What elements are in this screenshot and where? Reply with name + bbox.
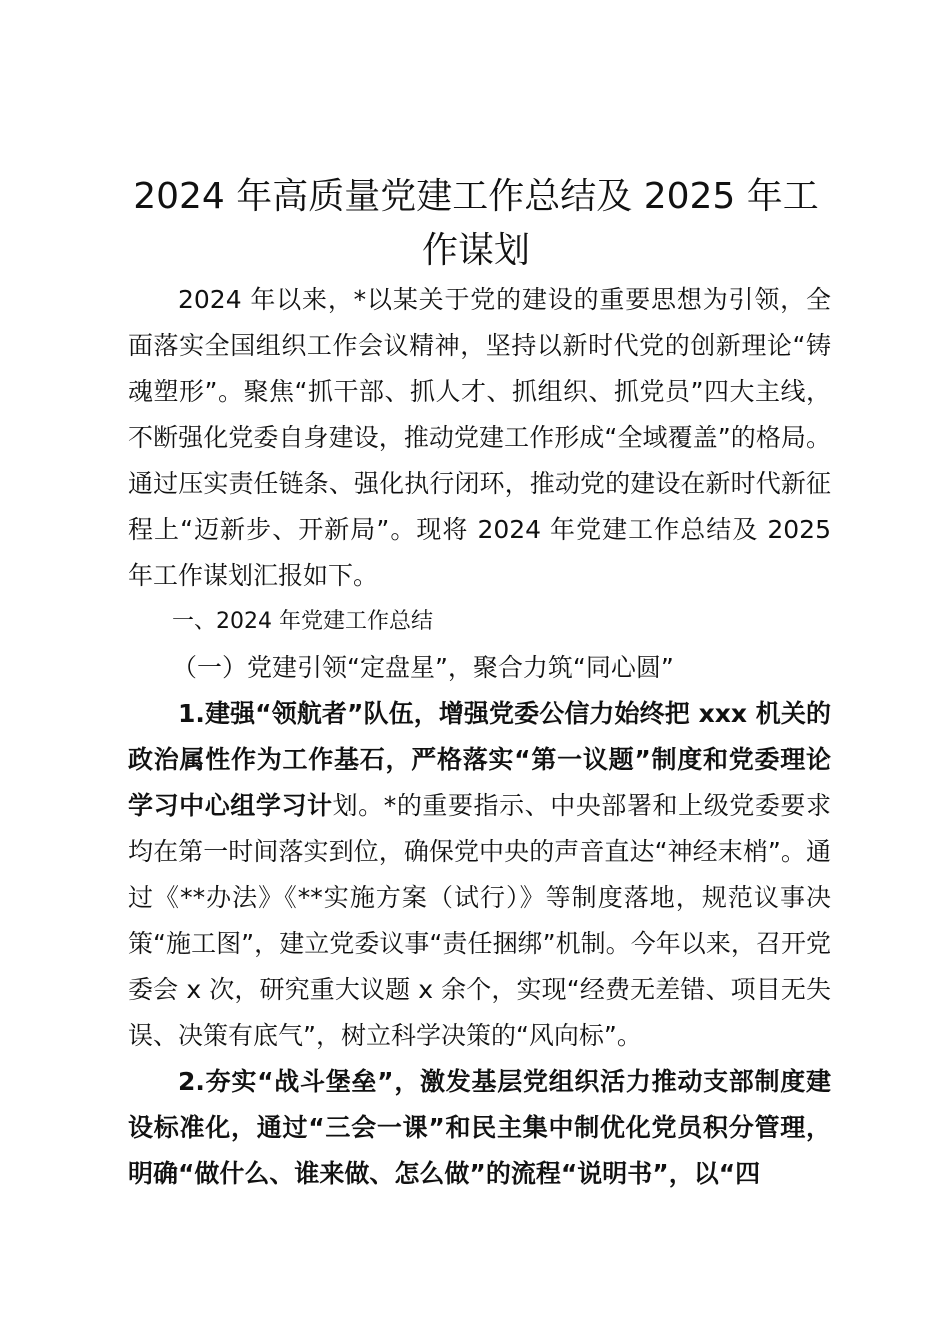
section-heading: 一、2024 年党建工作总结: [172, 609, 433, 634]
item-2-bold-lead: 2.夯实“战斗堡垒”，激发基层党组织活力推动支部制度建设标准化，通过“三会一课”和民主集中制优化党员积分管理，明确“做什么、谁来做、怎么做”的流程“说明书”，以“四: [128, 1067, 831, 1188]
item-1-text: 划。*的重要指示、中央部署和上级党委要求均在第一时间落实到位，确保党中央的声音直达“神经末梢”。通过《**办法》《**实施方案（试行）》等制度落地，规范议事决策“施工图”，建立党委议事“责任捆绑”机制。今年以来，召开党委会 x 次，研究重大议题 x 余个，实现“经费无差错、项目无失误、决策有底气”，树立科学决策的“风向标”。: [128, 791, 831, 1050]
document-title: 2024 年高质量党建工作总结及 2025 年工作谋划: [133, 176, 819, 271]
item-2-paragraph: [128, 1059, 831, 1197]
intro-paragraph: 2024 年以来，*以某关于党的建设的重要思想为引领，全面落实全国组织工作会议精神，坚持以新时代党的创新理论“铸魂塑形”。聚焦“抓干部、抓人才、抓组织、抓党员”四大主线，不断强化党委自身建设，推动党建工作形成“全域覆盖”的格局。通过压实责任链条、强化执行闭环，推动党的建设在新时代新征程上“迈新步、开新局”。现将 2024 年党建工作总结及 2025 年工作谋划汇报如下。: [128, 285, 831, 590]
document-body: [128, 277, 831, 1197]
subsection-heading: （一）党建引领“定盘星”，聚合力筑“同心圆”: [172, 653, 674, 682]
item-1-paragraph: [128, 691, 831, 1059]
item-1-bold-lead: 1.建强“领航者”队伍，增强党委公信力始终把 xxx 机关的政治属性作为工作基石，严格落实“第一议题”制度和党委理论学习中心组学习计: [128, 699, 831, 820]
